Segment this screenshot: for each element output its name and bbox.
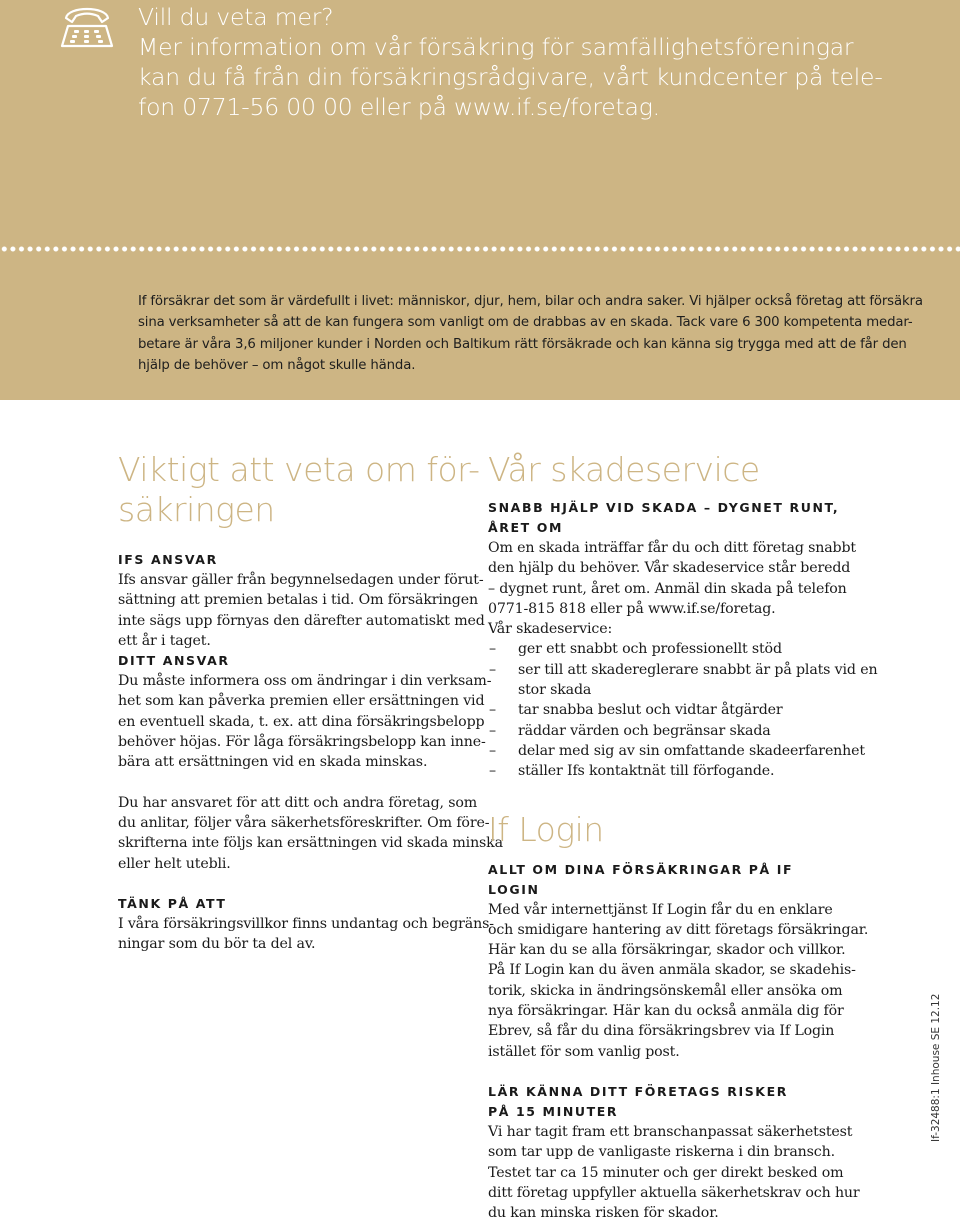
subhead-snabb-hjalp (488, 498, 848, 538)
list-item-text: – delar med sig av sin omfattande skadeerfarenhet (518, 742, 865, 759)
heading-line: Viktigt att veta om för- (118, 450, 480, 489)
text-line: sättning att premien betalas i tid. Om försäkringen (118, 592, 478, 609)
section-heading-if-login: If Login (488, 809, 604, 849)
subhead-tank-pa-att: TÄNK PÅ ATT (118, 895, 227, 911)
top-band (0, 0, 960, 400)
contact-info (138, 2, 883, 122)
skadeservice-text (488, 538, 856, 639)
list-item (488, 700, 848, 720)
list-item-text: – ger ett snabbt och professionellt stöd (518, 641, 782, 658)
subhead-line: PÅ 15 MINUTER (488, 1103, 619, 1119)
list-item-text: – ställer Ifs kontaktnät till förfogande. (518, 763, 775, 780)
list-item-text: – ser till att skadereglerare snabbt är på plats vid en (518, 661, 878, 678)
text-line: I våra försäkringsvillkor finns undantag och begräns- (118, 915, 494, 932)
ansvar-paragraph (118, 793, 503, 874)
text-line: På If Login kan du även anmäla skador, se skadehis- (488, 962, 856, 979)
list-item-text: stor skada (518, 682, 592, 699)
list-item-text: – räddar värden och begränsar skada (518, 722, 771, 739)
text-line: du kan minska risken för skador. (488, 1205, 719, 1222)
text-line: Du har ansvaret för att ditt och andra företag, som (118, 794, 478, 811)
about-if-paragraph (138, 291, 923, 377)
text-line: Testet tar ca 15 minuter och ger direkt besked om (488, 1164, 844, 1181)
contact-line: kan du få från din försäkringsrådgivare, vårt kundcenter på tele- (138, 63, 883, 91)
list-item (488, 721, 848, 741)
text-line: en eventuell skada, t. ex. att dina försäkringsbelopp (118, 713, 485, 730)
list-item (488, 660, 878, 701)
text-line: Ifs ansvar gäller från begynnelsedagen under förut- (118, 572, 484, 588)
text-line: ett år i taget. (118, 632, 211, 649)
text-line: du anlitar, följer våra säkerhetsföreskrifter. Om före- (118, 814, 490, 831)
text-line: istället för som vanlig post. (488, 1043, 680, 1060)
text-line: 0771-815 818 eller på www.if.se/foretag. (488, 600, 776, 617)
list-item-text: – tar snabba beslut och vidtar åtgärder (518, 702, 783, 719)
subhead-ditt-ansvar: DITT ANSVAR (118, 653, 230, 669)
subhead-line: LÄR KÄNNA DITT FÖRETAGS RISKER (488, 1083, 788, 1099)
ifs-ansvar-text (118, 570, 485, 651)
text-line: Med vår internettjänst If Login får du en enklare (488, 901, 833, 918)
text-line: Om en skada inträffar får du och ditt företag snabbt (488, 540, 856, 556)
text-line: ningar som du bör ta del av. (118, 936, 316, 953)
section-heading-skadeservice: Vår skadeservice (488, 450, 760, 489)
section-heading-viktigt (118, 450, 480, 530)
left-column (118, 450, 503, 954)
subhead-line: SNABB HJÄLP VID SKADA – DYGNET RUNT, (488, 500, 840, 515)
list-item (488, 741, 865, 761)
subhead-ifs-ansvar: IFS ANSVAR (118, 552, 218, 567)
text-line: Du måste informera oss om ändringar i din verksam- (118, 673, 492, 690)
text-line: behöver höjas. För låga försäkringsbelopp kan inne- (118, 734, 486, 751)
risker-text (488, 1122, 860, 1223)
text-line: Vi har tagit fram ett branschanpassat säkerhetstest (488, 1123, 853, 1140)
about-line: If försäkrar det som är värdefullt i livet: människor, djur, hem, bilar och andra saker. Vi hjälper också företag att försäkra (138, 294, 923, 309)
telephone-icon (58, 2, 116, 50)
contact-line: fon 0771-56 00 00 eller på www.if.se/foretag. (138, 93, 660, 121)
text-line: ditt företag uppfyller aktuella säkerhetskrav och hur (488, 1184, 860, 1201)
text-line: het som kan påverka premien eller ersättningen vid (118, 693, 485, 710)
text-line: Här kan du se alla försäkringar, skador och villkor. (488, 942, 846, 959)
text-line: Ebrev, så får du dina försäkringsbrev via If Login (488, 1023, 835, 1040)
subhead-lar-kanna (488, 1082, 848, 1122)
subhead-line: ÅRET OM (488, 520, 563, 535)
tank-pa-att-text (118, 914, 494, 955)
ditt-ansvar-text (118, 671, 492, 772)
right-column (488, 450, 878, 1223)
dotted-divider (0, 244, 960, 254)
text-line: den hjälp du behöver. Vår skadeservice står beredd (488, 560, 851, 577)
text-line: inte sägs upp förnyas den därefter automatiskt med (118, 612, 485, 629)
if-login-text (488, 900, 869, 1062)
list-item (488, 761, 848, 781)
about-line: sina verksamheter så att de kan fungera som vanligt om de drabbas av en skada. Tack vare 6 300 kompetenta medar- (138, 315, 913, 331)
text-line: nya försäkringar. Här kan du också anmäla dig för (488, 1003, 844, 1020)
text-line: Vår skadeservice: (488, 621, 613, 638)
about-line: hjälp de behöver – om något skulle hända. (138, 358, 416, 374)
list-item (488, 639, 848, 659)
about-line: betare är våra 3,6 miljoner kunder i Norden och Baltikum rätt försäkrade och kan känna sig trygga med att de får den (138, 336, 907, 352)
text-line: skrifterna inte följs kan ersättningen vid skada minska (118, 835, 503, 852)
text-line: eller helt utebli. (118, 855, 231, 872)
text-line: – dygnet runt, året om. Anmäl din skada på telefon (488, 580, 847, 597)
contact-title: Vill du veta mer? (138, 3, 334, 31)
heading-line: säkringen (118, 490, 275, 529)
skadeservice-list (488, 639, 878, 781)
text-line: och smidigare hantering av ditt företags försäkringar. (488, 921, 869, 938)
contact-line: Mer information om vår försäkring för samfällighetsföreningar (138, 33, 854, 61)
document-code: If-32488:1 Inhouse SE 12.12 (930, 993, 942, 1142)
text-line: bära att ersättningen vid en skada minskas. (118, 754, 428, 771)
subhead-allt-om: ALLT OM DINA FÖRSÄKRINGAR PÅ IF LOGIN (488, 861, 794, 897)
text-line: som tar upp de vanligaste riskerna i din bransch. (488, 1144, 835, 1161)
text-line: torik, skicka in ändringsönskemål eller ansöka om (488, 982, 843, 999)
